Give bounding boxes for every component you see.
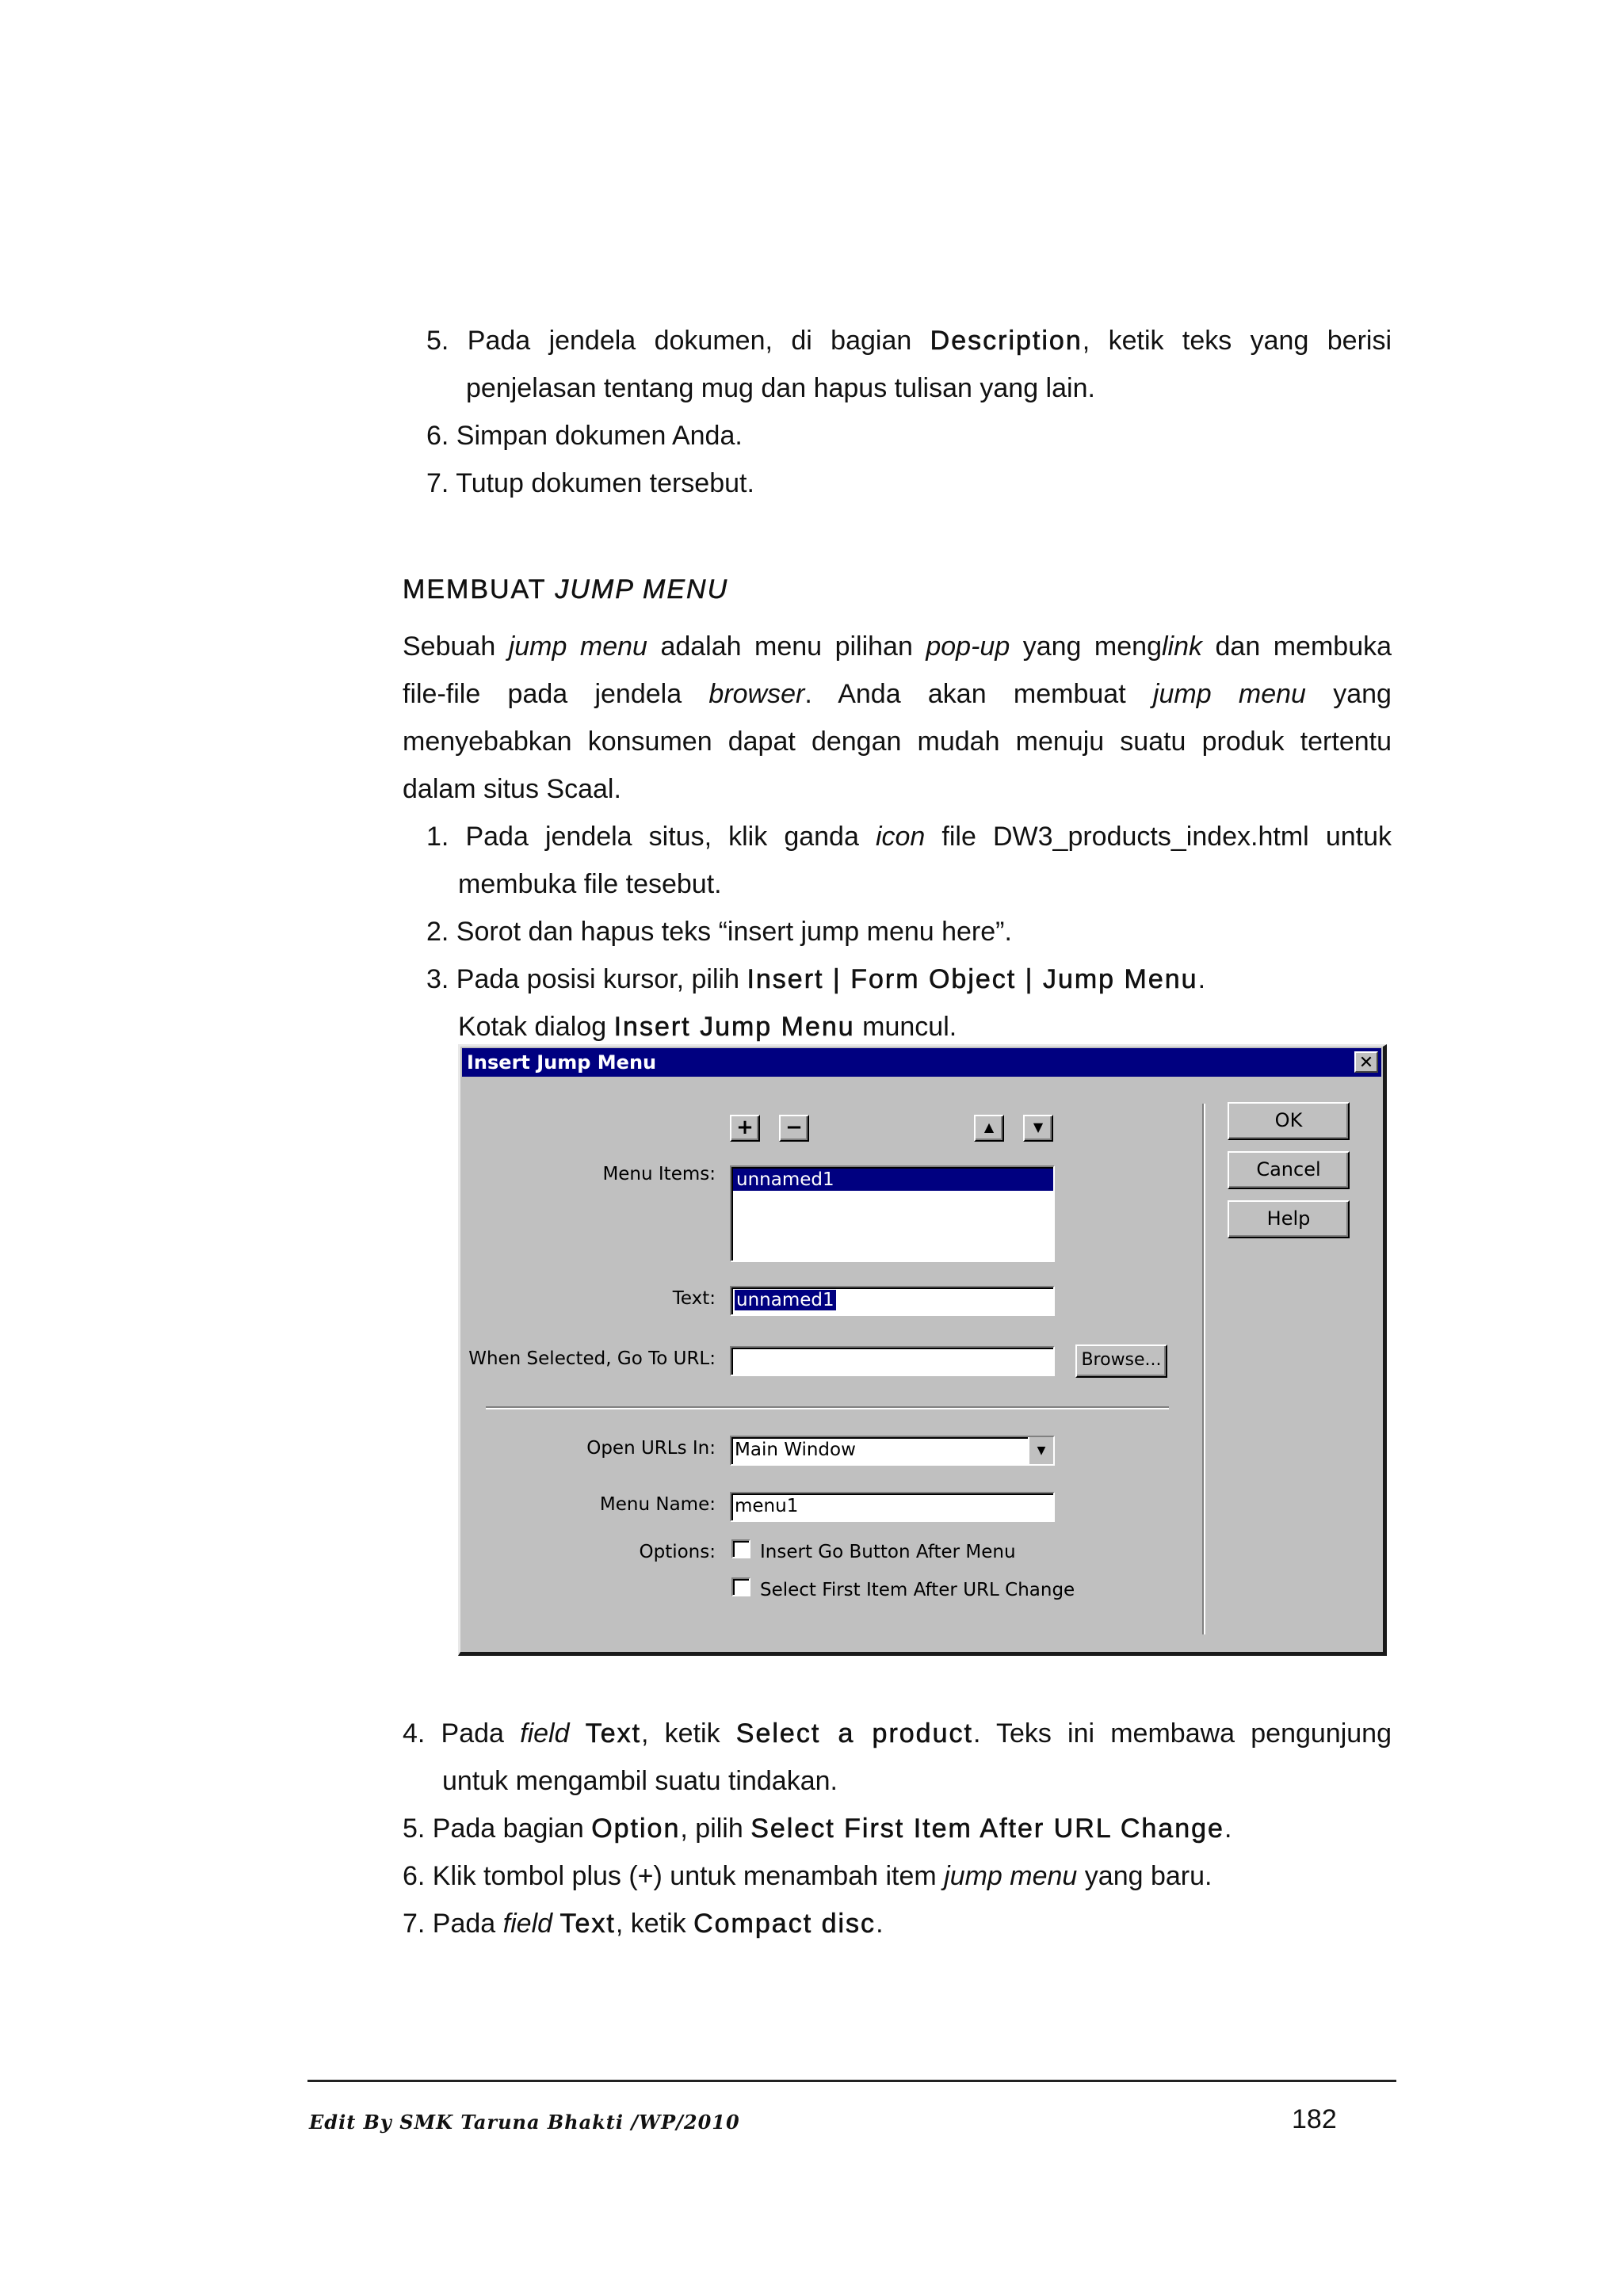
remove-item-button[interactable]: −	[779, 1115, 809, 1142]
vertical-separator	[1202, 1104, 1205, 1634]
step-1-cont: membuka file tesebut.	[458, 869, 722, 899]
dialog-titlebar	[462, 1048, 1381, 1077]
add-item-button[interactable]: +	[730, 1115, 760, 1142]
menu-items-list[interactable]	[730, 1165, 1055, 1262]
open-urls-select[interactable]: Main Window ▼	[730, 1436, 1055, 1466]
step-2: 2. Sorot dan hapus teks “insert jump menu here”.	[426, 917, 1012, 947]
step-3: 3. Pada posisi kursor, pilih Insert | Form Object | Jump Menu.	[426, 964, 1206, 994]
list-item-6: 6. Simpan dokumen Anda.	[426, 421, 743, 451]
insert-go-button-checkbox[interactable]	[731, 1539, 750, 1558]
open-urls-label: Open URLs In:	[586, 1438, 716, 1459]
paragraph-line-1: Sebuah jump menu adalah menu pilihan pop-up yang menglink dan membuka	[403, 631, 1392, 662]
step-7: 7. Pada field Text, ketik Compact disc.	[403, 1909, 884, 1939]
list-item-7: 7. Tutup dokumen tersebut.	[426, 468, 754, 498]
close-icon[interactable]: ✕	[1354, 1051, 1378, 1073]
help-button[interactable]: Help	[1228, 1200, 1350, 1238]
page-number: 182	[1292, 2104, 1337, 2134]
cancel-button[interactable]: Cancel	[1228, 1151, 1350, 1189]
url-label: When Selected, Go To URL:	[468, 1348, 716, 1369]
move-down-button[interactable]: ▼	[1023, 1115, 1053, 1142]
insert-go-button-label: Insert Go Button After Menu	[760, 1542, 1016, 1562]
paragraph-line-4: dalam situs Scaal.	[403, 774, 621, 804]
text-label: Text:	[672, 1288, 716, 1309]
step-4-cont: untuk mengambil suatu tindakan.	[442, 1766, 838, 1796]
list-item-5: 5. Pada jendela dokumen, di bagian Description, ketik teks yang berisi	[426, 326, 1392, 356]
separator	[486, 1406, 1169, 1409]
chevron-down-icon[interactable]: ▼	[1028, 1437, 1053, 1464]
browse-button[interactable]: Browse...	[1075, 1344, 1167, 1378]
step-4: 4. Pada field Text, ketik Select a product. Teks ini membawa pengunjung	[403, 1718, 1392, 1749]
step-5: 5. Pada bagian Option, pilih Select First Item After URL Change.	[403, 1814, 1232, 1844]
ok-button[interactable]: OK	[1228, 1102, 1350, 1140]
step-3-cont: Kotak dialog Insert Jump Menu muncul.	[458, 1012, 957, 1042]
dialog-title: Insert Jump Menu	[467, 1051, 657, 1074]
menu-items-label: Menu Items:	[602, 1164, 716, 1184]
text-input[interactable]: unnamed1	[730, 1286, 1055, 1316]
options-label: Options:	[639, 1542, 716, 1562]
step-6: 6. Klik tombol plus (+) untuk menambah item jump menu yang baru.	[403, 1861, 1212, 1891]
paragraph-line-2: file-file pada jendela browser. Anda akan membuat jump menu yang	[403, 679, 1392, 709]
url-input[interactable]	[730, 1346, 1055, 1376]
select-first-item-checkbox[interactable]	[731, 1577, 750, 1596]
list-item-5-cont: penjelasan tentang mug dan hapus tulisan yang lain.	[466, 373, 1095, 403]
footer-rule	[307, 2080, 1396, 2082]
select-first-item-label: Select First Item After URL Change	[760, 1580, 1075, 1600]
section-heading: MEMBUAT JUMP MENU	[403, 574, 729, 605]
footer-credit: Edit By SMK Taruna Bhakti /WP/2010	[309, 2111, 740, 2134]
menu-name-label: Menu Name:	[599, 1494, 716, 1515]
list-item[interactable]: unnamed1	[733, 1169, 1053, 1191]
paragraph-line-3: menyebabkan konsumen dapat dengan mudah menuju suatu produk tertentu	[403, 727, 1392, 757]
insert-jump-menu-dialog	[458, 1044, 1387, 1656]
step-1: 1. Pada jendela situs, klik ganda icon file DW3_products_index.html untuk	[426, 822, 1392, 852]
menu-name-input[interactable]: menu1	[730, 1492, 1055, 1522]
move-up-button[interactable]: ▲	[974, 1115, 1004, 1142]
